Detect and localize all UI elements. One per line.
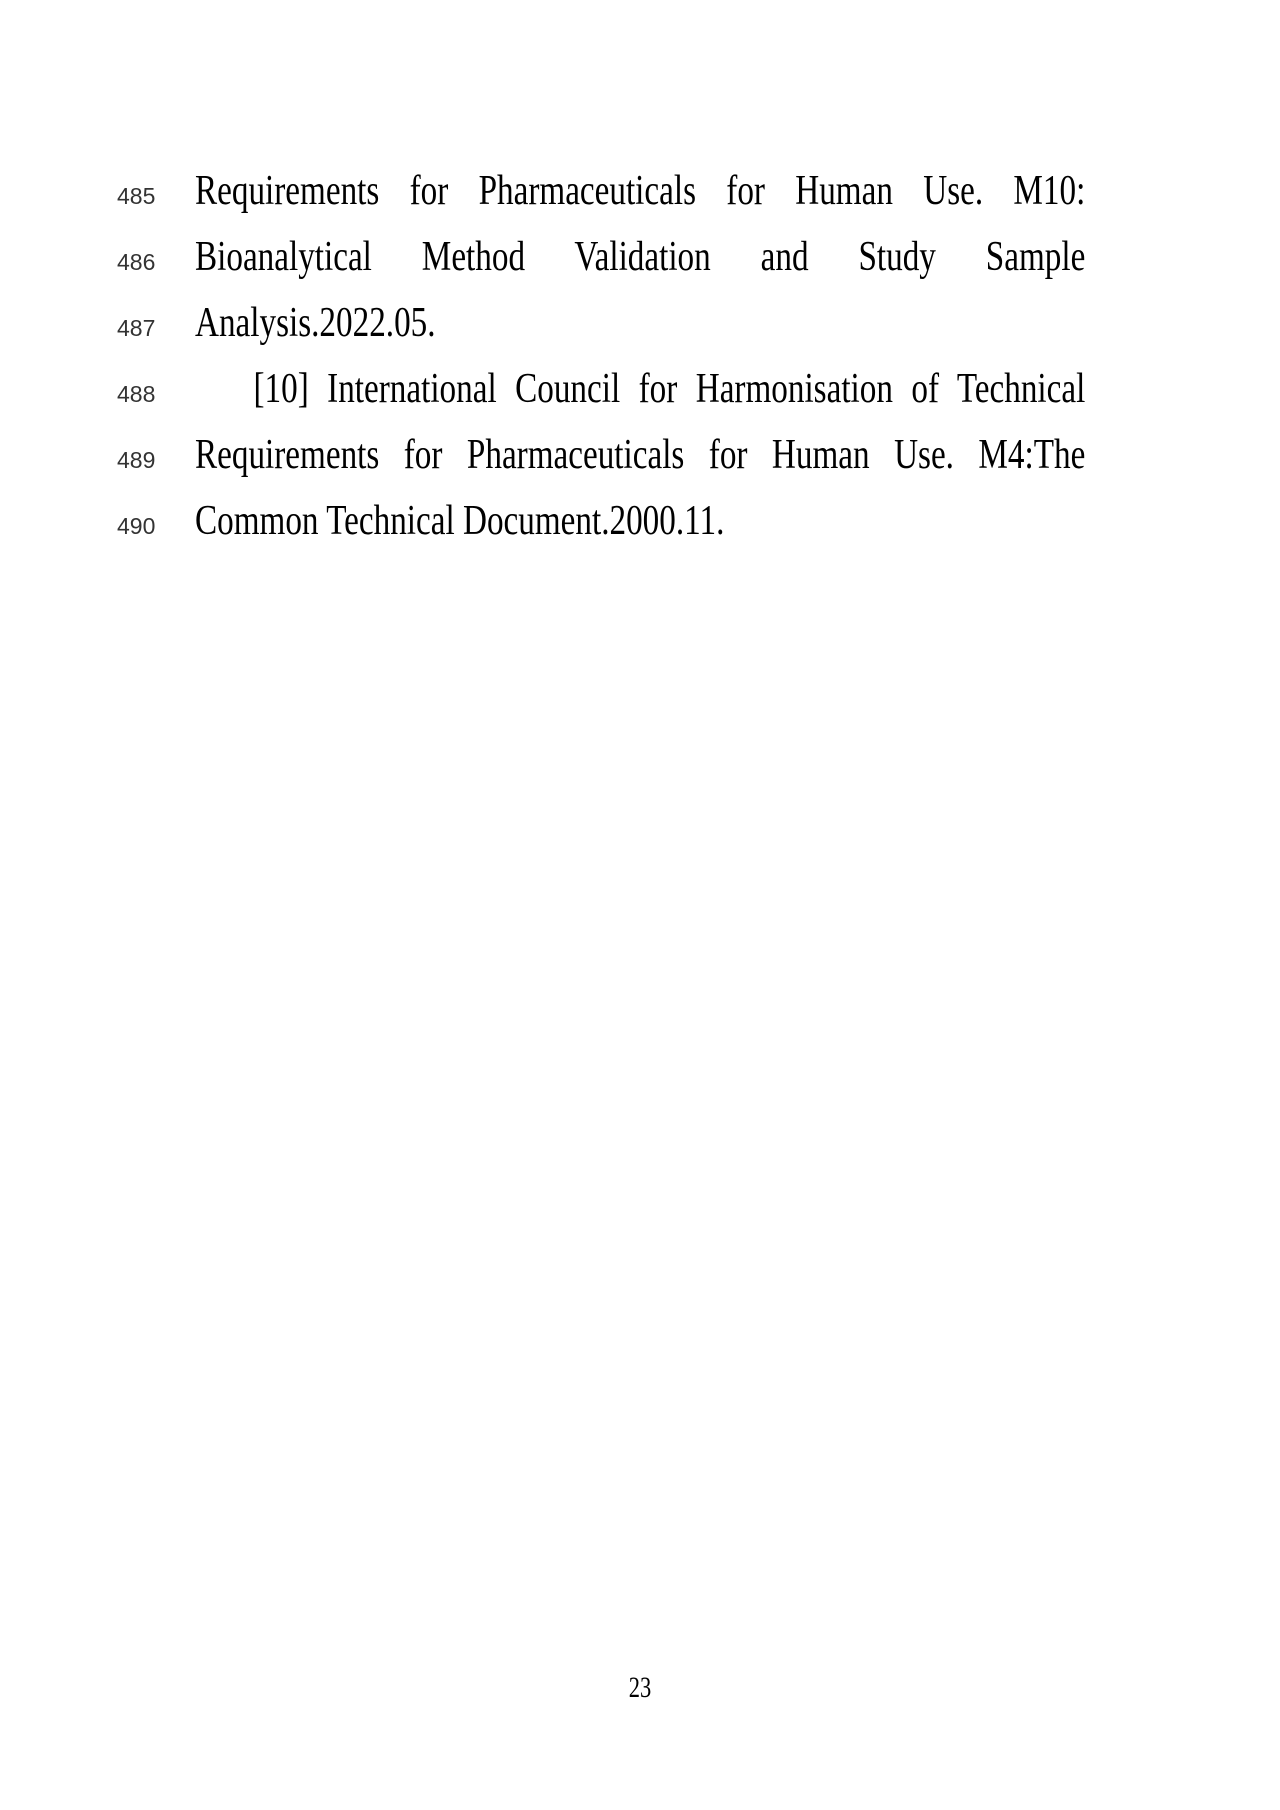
line-number: 490	[117, 513, 156, 539]
line-text: Common Technical Document.2000.11.	[195, 498, 725, 544]
text-line	[0, 158, 1280, 224]
line-text: Analysis.2022.05.	[195, 300, 436, 346]
line-number: 488	[117, 381, 156, 407]
line-number: 489	[117, 447, 156, 473]
line-number: 485	[117, 183, 156, 209]
text-line	[0, 224, 1280, 290]
text-line	[0, 422, 1280, 488]
line-number: 487	[117, 315, 156, 341]
line-number: 486	[117, 249, 156, 275]
line-text: [10] International Council for Harmonisation of Technical	[253, 366, 1086, 412]
line-text: Requirements for Pharmaceuticals for Human Use. M10:	[195, 168, 1086, 214]
text-line	[0, 290, 1280, 356]
text-line	[0, 356, 1280, 422]
page-number-footer: 23	[628, 1671, 652, 1704]
reference-text-block	[0, 158, 1280, 554]
text-line	[0, 488, 1280, 554]
line-text: Requirements for Pharmaceuticals for Human Use. M4:The	[195, 432, 1086, 478]
line-text: Bioanalytical Method Validation and Study Sample	[195, 234, 1086, 280]
